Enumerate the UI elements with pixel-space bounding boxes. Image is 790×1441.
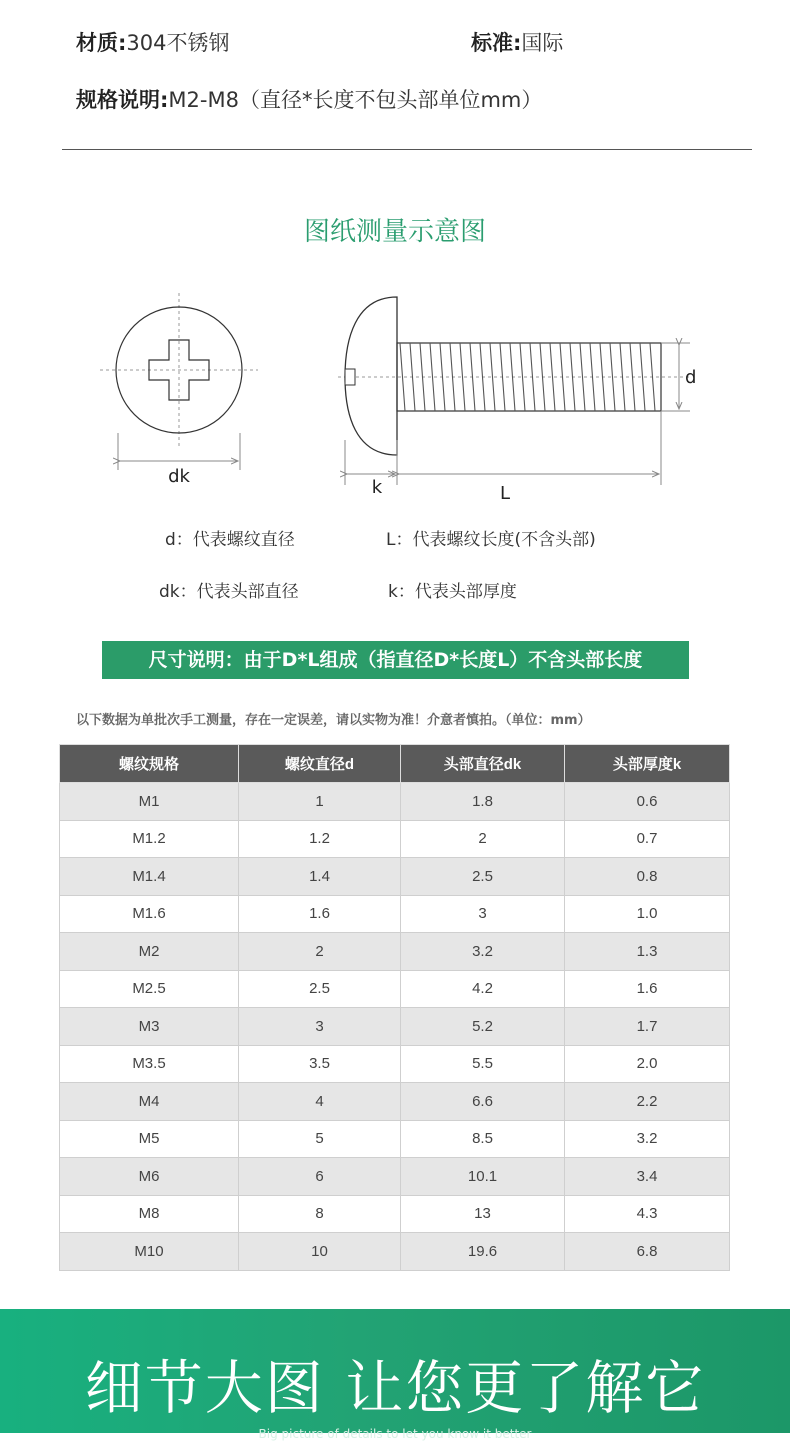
cell-k: 2.0 bbox=[565, 1045, 730, 1083]
table-row bbox=[60, 858, 730, 896]
cell-d: 3.5 bbox=[239, 1045, 401, 1083]
diagram-title: 图纸测量示意图 bbox=[303, 217, 486, 247]
cell-k: 2.2 bbox=[565, 1083, 730, 1121]
standard-spec bbox=[471, 27, 563, 57]
cell-spec: M2.5 bbox=[60, 970, 239, 1008]
cell-d: 4 bbox=[239, 1083, 401, 1121]
cell-d: 3 bbox=[239, 1008, 401, 1046]
cell-spec: M4 bbox=[60, 1083, 239, 1121]
detail-banner bbox=[0, 1309, 790, 1441]
cell-spec: M3 bbox=[60, 1008, 239, 1046]
cell-d: 5 bbox=[239, 1120, 401, 1158]
cell-dk: 3 bbox=[401, 895, 565, 933]
cell-dk: 5.5 bbox=[401, 1045, 565, 1083]
cell-spec: M1.4 bbox=[60, 858, 239, 896]
screw-side-view bbox=[338, 297, 690, 485]
header-head-diameter: 头部直径dk bbox=[401, 745, 565, 783]
measurement-note: 以下数据为单批次手工测量，存在一定误差，请以实物为准！介意者慎拍。（单位：mm） bbox=[76, 713, 591, 728]
cell-k: 6.8 bbox=[565, 1233, 730, 1271]
cell-d: 1.6 bbox=[239, 895, 401, 933]
cell-spec: M3.5 bbox=[60, 1045, 239, 1083]
table-row bbox=[60, 895, 730, 933]
material-spec bbox=[76, 27, 230, 57]
cell-dk: 2 bbox=[401, 820, 565, 858]
cell-dk: 5.2 bbox=[401, 1008, 565, 1046]
size-spec bbox=[76, 84, 542, 114]
table-row bbox=[60, 1008, 730, 1046]
cell-d: 2 bbox=[239, 933, 401, 971]
cell-d: 1 bbox=[239, 783, 401, 821]
legend-L: L：代表螺纹长度(不含头部) bbox=[386, 530, 596, 550]
header-head-thickness: 头部厚度k bbox=[565, 745, 730, 783]
material-label: 材质: bbox=[76, 31, 127, 55]
table-row bbox=[60, 970, 730, 1008]
cell-dk: 6.6 bbox=[401, 1083, 565, 1121]
table-row bbox=[60, 1158, 730, 1196]
table-row bbox=[60, 820, 730, 858]
table-header-row bbox=[60, 745, 730, 783]
cell-d: 10 bbox=[239, 1233, 401, 1271]
cell-dk: 3.2 bbox=[401, 933, 565, 971]
cell-spec: M2 bbox=[60, 933, 239, 971]
cell-dk: 1.8 bbox=[401, 783, 565, 821]
cell-k: 4.3 bbox=[565, 1195, 730, 1233]
header-thread-spec: 螺纹规格 bbox=[60, 745, 239, 783]
cell-d: 6 bbox=[239, 1158, 401, 1196]
cell-dk: 4.2 bbox=[401, 970, 565, 1008]
dimension-L-label: L bbox=[499, 483, 511, 504]
cell-k: 0.7 bbox=[565, 820, 730, 858]
cell-spec: M6 bbox=[60, 1158, 239, 1196]
table-row bbox=[60, 1233, 730, 1271]
cell-dk: 10.1 bbox=[401, 1158, 565, 1196]
detail-banner-title: 细节大图 让您更了解它 bbox=[84, 1354, 706, 1422]
cell-spec: M5 bbox=[60, 1120, 239, 1158]
cell-spec: M1 bbox=[60, 783, 239, 821]
cell-d: 1.2 bbox=[239, 820, 401, 858]
cell-k: 0.6 bbox=[565, 783, 730, 821]
standard-value: 国际 bbox=[521, 31, 564, 55]
cell-dk: 2.5 bbox=[401, 858, 565, 896]
table-row bbox=[60, 1120, 730, 1158]
header-thread-diameter: 螺纹直径d bbox=[239, 745, 401, 783]
cell-k: 1.6 bbox=[565, 970, 730, 1008]
cell-k: 1.3 bbox=[565, 933, 730, 971]
legend-d: d：代表螺纹直径 bbox=[165, 530, 295, 550]
material-value: 304不锈钢 bbox=[126, 31, 230, 55]
cell-spec: M8 bbox=[60, 1195, 239, 1233]
legend-k: k：代表头部厚度 bbox=[388, 582, 517, 602]
size-table bbox=[59, 744, 730, 1271]
standard-label: 标准: bbox=[471, 31, 522, 55]
dimension-k-label: k bbox=[371, 477, 383, 498]
cell-dk: 19.6 bbox=[401, 1233, 565, 1271]
dimension-dk-label: dk bbox=[168, 466, 190, 487]
table-row bbox=[60, 933, 730, 971]
cell-dk: 8.5 bbox=[401, 1120, 565, 1158]
cell-dk: 13 bbox=[401, 1195, 565, 1233]
cell-k: 1.0 bbox=[565, 895, 730, 933]
table-row bbox=[60, 1045, 730, 1083]
dimension-d-label: d bbox=[685, 367, 697, 388]
cell-k: 0.8 bbox=[565, 858, 730, 896]
cell-k: 3.4 bbox=[565, 1158, 730, 1196]
size-note-banner: 尺寸说明：由于D*L组成（指直径D*长度L）不含头部长度 bbox=[102, 641, 689, 679]
cell-spec: M1.6 bbox=[60, 895, 239, 933]
table-row bbox=[60, 1195, 730, 1233]
table-row bbox=[60, 783, 730, 821]
legend-dk: dk：代表头部直径 bbox=[159, 582, 299, 602]
cell-spec: M1.2 bbox=[60, 820, 239, 858]
cell-d: 1.4 bbox=[239, 858, 401, 896]
size-value: M2-M8（直径*长度不包头部单位mm） bbox=[168, 88, 543, 112]
cell-k: 3.2 bbox=[565, 1120, 730, 1158]
screw-top-view bbox=[100, 293, 258, 470]
cell-spec: M10 bbox=[60, 1233, 239, 1271]
screw-diagram bbox=[0, 280, 790, 510]
divider bbox=[62, 149, 752, 150]
size-label: 规格说明: bbox=[76, 88, 169, 112]
detail-banner-subtitle: Big picture of details to let you know it better bbox=[258, 1427, 532, 1441]
cell-d: 2.5 bbox=[239, 970, 401, 1008]
table-row bbox=[60, 1083, 730, 1121]
cell-k: 1.7 bbox=[565, 1008, 730, 1046]
cell-d: 8 bbox=[239, 1195, 401, 1233]
